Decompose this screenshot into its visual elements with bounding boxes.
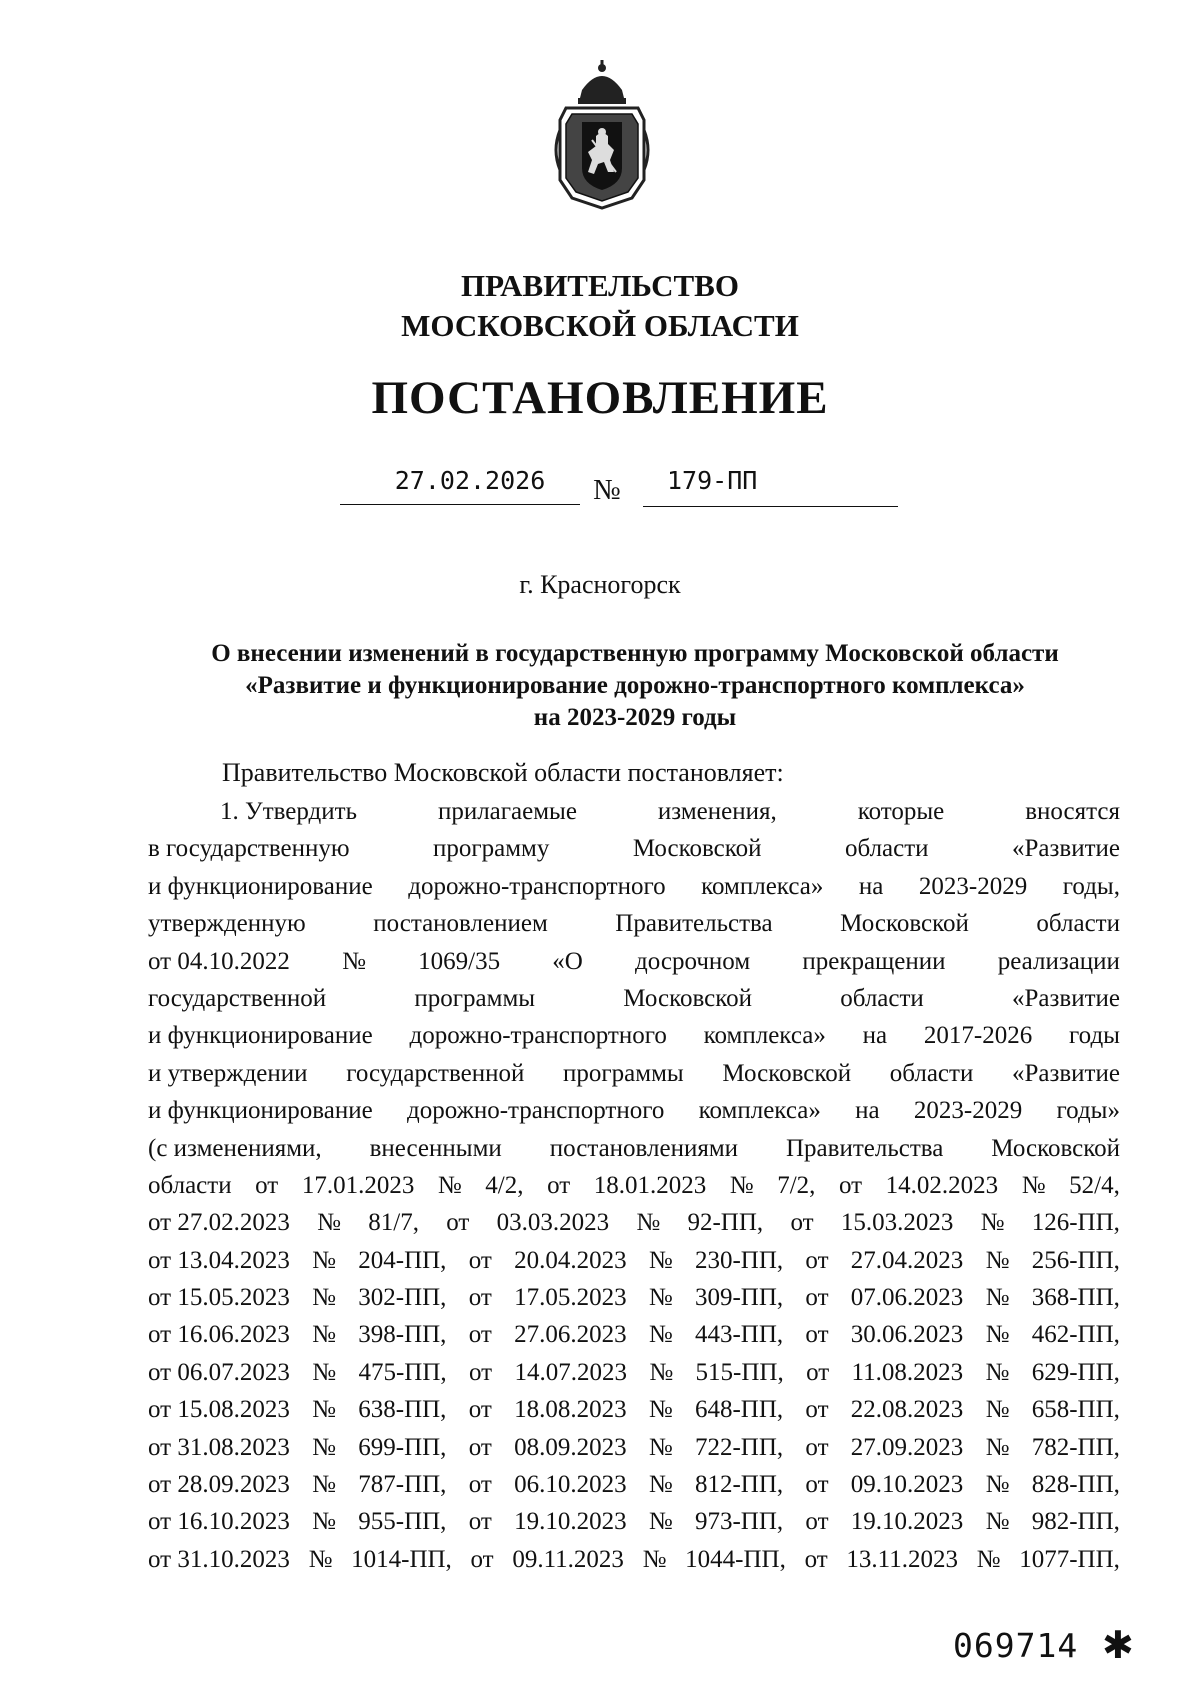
body-word: Правительства bbox=[786, 1134, 944, 1162]
body-word: 19.10.2023 bbox=[850, 1508, 964, 1536]
body-word: 955-ПП, bbox=[358, 1508, 447, 1536]
body-word: Московской bbox=[722, 1059, 852, 1087]
body-word: от 28.09.2023 bbox=[148, 1471, 290, 1499]
body-word: 722-ПП, bbox=[694, 1433, 784, 1461]
body-word: № bbox=[985, 1433, 1010, 1461]
body-word: области bbox=[148, 1171, 232, 1199]
body-word: № bbox=[648, 1508, 673, 1536]
body-word: № bbox=[985, 1284, 1010, 1312]
body-word: 1014-ПП, bbox=[351, 1545, 452, 1573]
body-word: 638-ПП, bbox=[358, 1396, 447, 1424]
body-word: постановлениями bbox=[549, 1134, 739, 1162]
body-word: 2023-2029 bbox=[918, 872, 1028, 900]
body-word: № bbox=[985, 1321, 1010, 1349]
body-word: области bbox=[889, 1059, 974, 1087]
asterisk-mark-icon: ✱ bbox=[1102, 1623, 1134, 1667]
body-word: внесенными bbox=[369, 1134, 502, 1162]
body-word: программы bbox=[563, 1059, 684, 1087]
body-word: и функционирование bbox=[148, 872, 373, 900]
body-line bbox=[148, 1391, 1120, 1428]
body-word: 782-ПП, bbox=[1031, 1433, 1120, 1461]
body-line bbox=[148, 1503, 1120, 1540]
document-title bbox=[140, 638, 1130, 734]
body-word: № bbox=[312, 1358, 337, 1386]
body-word: от 16.06.2023 bbox=[148, 1321, 290, 1349]
government-name-line2: МОСКОВСКОЙ ОБЛАСТИ bbox=[401, 308, 799, 343]
body-word: постановлением bbox=[373, 910, 548, 938]
body-word: дорожно-транспортного bbox=[406, 1097, 665, 1125]
body-word: № bbox=[648, 1321, 673, 1349]
body-word: от 31.08.2023 bbox=[148, 1433, 290, 1461]
body-word: Московской bbox=[623, 984, 753, 1012]
body-word: от bbox=[804, 1545, 828, 1573]
body-line bbox=[148, 1055, 1120, 1092]
document-number-field bbox=[643, 462, 898, 507]
title-line: О внесении изменений в государственную программу Московской области bbox=[211, 640, 1059, 667]
body-line bbox=[148, 905, 1120, 942]
body-word: 27.04.2023 bbox=[850, 1246, 964, 1274]
body-word: на bbox=[858, 872, 884, 900]
body-word: дорожно-транспортного bbox=[408, 872, 666, 900]
body-word: «Развитие bbox=[1012, 984, 1120, 1012]
body-word: 256-ПП, bbox=[1031, 1246, 1120, 1274]
body-word: 230-ПП, bbox=[694, 1246, 784, 1274]
body-word: № bbox=[642, 1545, 667, 1573]
body-word: области bbox=[1036, 910, 1120, 938]
body-word: от 04.10.2022 bbox=[148, 947, 290, 975]
body-word: № bbox=[729, 1171, 754, 1199]
body-word: 462-ПП, bbox=[1031, 1321, 1120, 1349]
body-word: прилагаемые bbox=[437, 798, 577, 825]
body-word: от bbox=[838, 1171, 863, 1199]
government-name-line1: ПРАВИТЕЛЬСТВО bbox=[461, 268, 739, 303]
body-word: № bbox=[312, 1508, 336, 1536]
body-line bbox=[148, 1279, 1120, 1316]
body-word: № bbox=[312, 1471, 336, 1499]
body-word: области bbox=[844, 835, 929, 863]
body-word: 1077-ПП, bbox=[1019, 1545, 1120, 1573]
body-word: Правительства bbox=[615, 910, 773, 938]
body-word: 658-ПП, bbox=[1031, 1396, 1120, 1424]
body-word: от bbox=[806, 1358, 830, 1386]
body-word: 443-ПП, bbox=[694, 1321, 784, 1349]
body-word: утвержденную bbox=[148, 910, 306, 938]
body-word: № bbox=[312, 1246, 336, 1274]
body-word: комплекса» bbox=[703, 1022, 826, 1050]
body-word: дорожно-транспортного bbox=[409, 1022, 667, 1050]
body-word: и функционирование bbox=[148, 1022, 373, 1050]
body-word: 7/2, bbox=[777, 1171, 816, 1199]
body-word: «Развитие bbox=[1012, 835, 1120, 863]
body-word: от 13.04.2023 bbox=[148, 1246, 290, 1274]
city-line: г. Красногорск bbox=[519, 570, 681, 599]
body-word: 1069/35 bbox=[418, 947, 501, 975]
body-word: 20.04.2023 bbox=[514, 1246, 627, 1274]
body-word: 4/2, bbox=[485, 1171, 524, 1199]
body-word: № bbox=[649, 1358, 674, 1386]
body-word: № bbox=[1021, 1171, 1046, 1199]
body-word: 30.06.2023 bbox=[850, 1321, 964, 1349]
body-word: комплекса» bbox=[698, 1097, 821, 1125]
body-line bbox=[148, 868, 1120, 905]
body-word: государственной bbox=[346, 1059, 525, 1087]
body-word: 812-ПП, bbox=[694, 1471, 784, 1499]
body-word: № bbox=[437, 1171, 462, 1199]
body-word: от 31.10.2023 bbox=[148, 1545, 290, 1573]
body-word: 126-ПП, bbox=[1031, 1209, 1120, 1237]
body-word: от bbox=[468, 1471, 492, 1499]
body-word: 1. Утвердить bbox=[220, 798, 357, 825]
body-word: 19.10.2023 bbox=[514, 1508, 627, 1536]
body-word: от bbox=[468, 1433, 492, 1461]
body-line bbox=[148, 1316, 1120, 1353]
body-word: от bbox=[468, 1246, 492, 1274]
body-word: годы» bbox=[1056, 1097, 1120, 1125]
body-line bbox=[148, 793, 1120, 830]
body-word: в государственную bbox=[148, 835, 350, 863]
body-word: 06.10.2023 bbox=[514, 1471, 627, 1499]
body-word: «О bbox=[552, 947, 583, 975]
body-word: от bbox=[468, 1396, 492, 1424]
body-line bbox=[148, 1017, 1120, 1054]
body-word: вносятся bbox=[1025, 798, 1120, 825]
number-sign: № bbox=[593, 474, 621, 506]
body-word: 18.01.2023 bbox=[593, 1171, 707, 1199]
body-word: 92-ПП, bbox=[687, 1209, 764, 1237]
body-word: № bbox=[985, 1471, 1010, 1499]
body-word: № bbox=[980, 1209, 1005, 1237]
body-word: № bbox=[308, 1545, 333, 1573]
body-word: Московской bbox=[840, 910, 969, 938]
title-line: на 2023-2029 годы bbox=[533, 704, 737, 731]
body-word: 52/4, bbox=[1069, 1171, 1120, 1199]
body-word: 13.11.2023 bbox=[846, 1545, 958, 1573]
body-word: 648-ПП, bbox=[694, 1396, 784, 1424]
body-word: комплекса» bbox=[701, 872, 824, 900]
body-word: государственной bbox=[148, 984, 327, 1012]
body-word: от 16.10.2023 bbox=[148, 1508, 290, 1536]
body-word: 204-ПП, bbox=[358, 1246, 447, 1274]
body-word: годы bbox=[1069, 1022, 1120, 1050]
body-word: от bbox=[468, 1358, 493, 1386]
body-word: от bbox=[805, 1508, 829, 1536]
body-word: 828-ПП, bbox=[1031, 1471, 1120, 1499]
resolution-body bbox=[148, 793, 1120, 1578]
body-word: 973-ПП, bbox=[694, 1508, 784, 1536]
body-word: 982-ПП, bbox=[1031, 1508, 1120, 1536]
body-word: № bbox=[312, 1396, 336, 1424]
body-word: № bbox=[312, 1284, 336, 1312]
body-word: 1044-ПП, bbox=[685, 1545, 786, 1573]
body-word: годы, bbox=[1062, 872, 1120, 900]
body-word: от bbox=[805, 1433, 829, 1461]
body-word: прекращении bbox=[802, 947, 946, 975]
body-word: от 15.05.2023 bbox=[148, 1284, 290, 1312]
body-word: от bbox=[468, 1508, 492, 1536]
body-word: от bbox=[547, 1171, 571, 1199]
body-word: и функционирование bbox=[148, 1097, 373, 1125]
body-line bbox=[148, 1167, 1120, 1204]
body-word: № bbox=[636, 1209, 661, 1237]
body-word: программу bbox=[432, 835, 550, 863]
body-line bbox=[148, 1130, 1120, 1167]
body-word: 787-ПП, bbox=[358, 1471, 447, 1499]
body-word: 08.09.2023 bbox=[514, 1433, 627, 1461]
body-word: от bbox=[805, 1321, 829, 1349]
body-word: № bbox=[985, 1358, 1010, 1386]
body-word: 07.06.2023 bbox=[850, 1284, 964, 1312]
body-word: от bbox=[470, 1545, 494, 1573]
body-word: от bbox=[790, 1209, 814, 1237]
body-word: от bbox=[805, 1471, 829, 1499]
body-word: от 06.07.2023 bbox=[148, 1358, 290, 1386]
body-word: Московской bbox=[632, 835, 762, 863]
document-type-heading: ПОСТАНОВЛЕНИЕ bbox=[371, 372, 829, 424]
body-word: от bbox=[468, 1321, 492, 1349]
body-word: 302-ПП, bbox=[358, 1284, 447, 1312]
body-word: от bbox=[805, 1284, 829, 1312]
body-line bbox=[148, 1092, 1120, 1129]
body-word: изменения, bbox=[657, 798, 777, 825]
body-word: от 15.08.2023 bbox=[148, 1396, 290, 1424]
body-word: 475-ПП, bbox=[358, 1358, 447, 1386]
body-word: № bbox=[648, 1284, 673, 1312]
body-word: на bbox=[855, 1097, 880, 1125]
body-word: № bbox=[648, 1396, 673, 1424]
body-word: 2017-2026 bbox=[923, 1022, 1033, 1050]
body-word: от bbox=[446, 1209, 470, 1237]
body-word: 09.11.2023 bbox=[512, 1545, 624, 1573]
resolution-intro: Правительство Московской области постановляет: bbox=[222, 758, 784, 787]
body-word: 398-ПП, bbox=[358, 1321, 447, 1349]
body-word: 699-ПП, bbox=[358, 1433, 447, 1461]
body-word: 515-ПП, bbox=[695, 1358, 784, 1386]
body-line bbox=[148, 1429, 1120, 1466]
body-word: от bbox=[255, 1171, 279, 1199]
body-word: № bbox=[312, 1321, 336, 1349]
body-word: которые bbox=[857, 798, 945, 825]
body-word: 15.03.2023 bbox=[840, 1209, 954, 1237]
body-word: области bbox=[840, 984, 924, 1012]
body-word: 14.02.2023 bbox=[885, 1171, 999, 1199]
body-word: и утверждении bbox=[148, 1059, 308, 1087]
document-date: 27.02.2026 bbox=[394, 466, 546, 495]
body-word: 2023-2029 bbox=[913, 1097, 1023, 1125]
body-word: № bbox=[985, 1508, 1010, 1536]
body-word: 629-ПП, bbox=[1031, 1358, 1120, 1386]
body-line bbox=[148, 1541, 1120, 1578]
body-word: «Развитие bbox=[1011, 1059, 1120, 1087]
body-line bbox=[148, 980, 1120, 1017]
document-date-field bbox=[340, 462, 580, 505]
body-word: № bbox=[985, 1396, 1010, 1424]
body-word: № bbox=[976, 1545, 1001, 1573]
body-line bbox=[148, 1242, 1120, 1279]
body-word: программы bbox=[414, 984, 536, 1012]
body-word: 17.05.2023 bbox=[514, 1284, 627, 1312]
body-line bbox=[148, 830, 1120, 867]
body-word: 81/7, bbox=[368, 1209, 419, 1237]
body-word: досрочном bbox=[635, 947, 751, 975]
serial-number: 069714 bbox=[953, 1626, 1079, 1665]
body-word: 309-ПП, bbox=[694, 1284, 784, 1312]
body-word: от bbox=[468, 1284, 492, 1312]
body-word: № bbox=[342, 947, 366, 975]
body-word: № bbox=[317, 1209, 341, 1237]
body-word: (с изменениями, bbox=[148, 1134, 322, 1162]
body-word: № bbox=[648, 1471, 673, 1499]
body-word: 18.08.2023 bbox=[514, 1396, 627, 1424]
body-word: от bbox=[805, 1396, 829, 1424]
body-line bbox=[148, 943, 1120, 980]
document-number: 179-ПП bbox=[667, 466, 758, 495]
body-word: от bbox=[805, 1246, 829, 1274]
body-line bbox=[148, 1466, 1120, 1503]
body-word: 09.10.2023 bbox=[850, 1471, 964, 1499]
body-word: № bbox=[648, 1433, 673, 1461]
body-word: на bbox=[862, 1022, 888, 1050]
body-word: 27.09.2023 bbox=[850, 1433, 964, 1461]
body-word: 17.01.2023 bbox=[301, 1171, 415, 1199]
body-word: Московской bbox=[991, 1134, 1120, 1162]
body-word: реализации bbox=[997, 947, 1120, 975]
body-word: № bbox=[312, 1433, 336, 1461]
body-line bbox=[148, 1354, 1120, 1391]
body-word: от 27.02.2023 bbox=[148, 1209, 290, 1237]
body-word: 14.07.2023 bbox=[514, 1358, 627, 1386]
title-line: «Развитие и функционирование дорожно-транспортного комплекса» bbox=[245, 672, 1025, 699]
body-word: 03.03.2023 bbox=[496, 1209, 610, 1237]
body-word: 368-ПП, bbox=[1031, 1284, 1120, 1312]
body-word: 27.06.2023 bbox=[514, 1321, 627, 1349]
body-word: 22.08.2023 bbox=[850, 1396, 964, 1424]
body-word: 11.08.2023 bbox=[851, 1358, 964, 1386]
body-word: № bbox=[648, 1246, 673, 1274]
body-word: № bbox=[985, 1246, 1010, 1274]
moscow-oblast-coat-of-arms-icon bbox=[552, 60, 652, 210]
body-line bbox=[148, 1204, 1120, 1241]
